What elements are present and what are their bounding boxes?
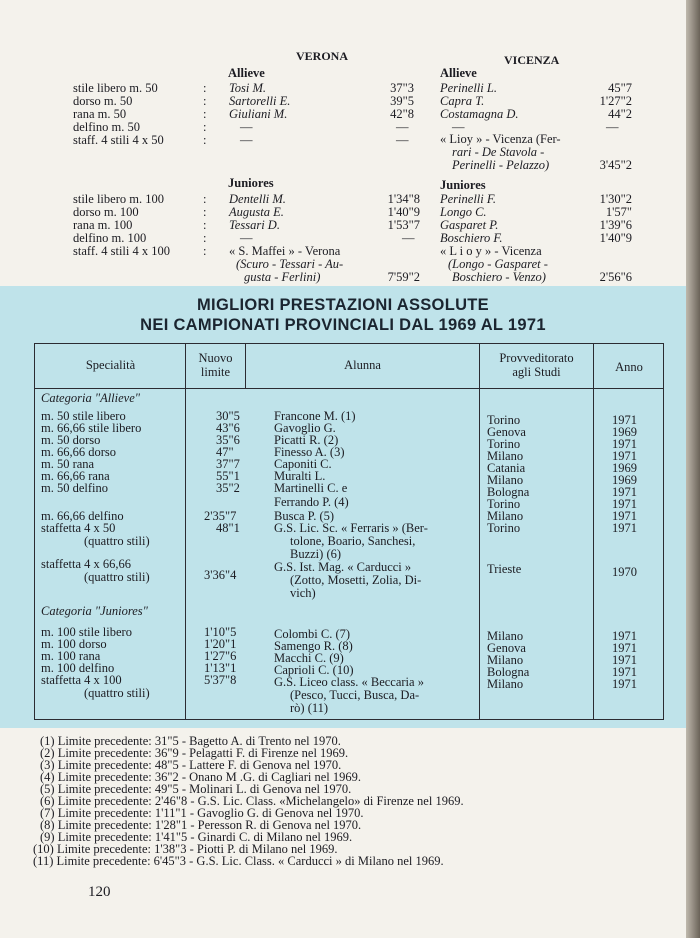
event-label: staff. 4 stili 4 x 100 — [73, 244, 170, 258]
specialita-cell: m. 50 delfino — [41, 481, 109, 495]
colon: : — [203, 81, 207, 95]
alunna-cell: Colombi C. (7) — [274, 627, 351, 641]
header-specialita: Specialità — [85, 358, 136, 372]
athlete-name: Longo C. — [440, 205, 487, 219]
column-divider — [185, 343, 186, 720]
result-time: 7'59"2 — [387, 270, 420, 284]
empty-dash: — — [396, 120, 409, 134]
header-divider — [34, 388, 664, 389]
footnote: (2) Limite precedente: 36"9 - Pelagatti F. di Firenze nel 1969. — [40, 746, 349, 760]
verona-header: VERONA — [296, 49, 349, 63]
result-time: 1'39"6 — [599, 218, 632, 232]
event-label: rana m. 50 — [73, 107, 127, 121]
empty-dash: — — [396, 133, 409, 147]
anno-cell: 1969 — [612, 473, 637, 487]
result-time: 1'40"9 — [599, 231, 632, 245]
verona-allieve-label: Allieve — [228, 66, 265, 80]
limite-cell: 35"6 — [216, 433, 240, 447]
alunna-cell: Macchi C. (9) — [274, 651, 344, 665]
relay-team-line: gusta - Ferlini) — [244, 270, 321, 284]
category-allieve: Categoria "Allieve" — [41, 391, 141, 405]
athlete-name: Dentelli M. — [229, 192, 286, 206]
anno-cell: 1970 — [612, 565, 637, 579]
alunna-cell: Caponiti C. — [274, 457, 332, 471]
anno-cell: 1971 — [612, 677, 637, 691]
header-anno: Anno — [615, 360, 643, 374]
specialita-cell: (quattro stili) — [84, 686, 150, 700]
relay-team-line: (Scuro - Tessari - Au- — [236, 257, 344, 271]
event-label: stile libero m. 100 — [73, 192, 164, 206]
anno-cell: 1971 — [612, 629, 637, 643]
alunna-cell: Samengo R. (8) — [274, 639, 353, 653]
result-time: 1'27"2 — [599, 94, 632, 108]
relay-team-line: (Longo - Gasparet - — [448, 257, 548, 271]
event-label: stile libero m. 50 — [73, 81, 158, 95]
specialita-cell: m. 50 stile libero — [41, 409, 126, 423]
colon: : — [203, 107, 207, 121]
event-label: rana m. 100 — [73, 218, 133, 232]
anno-cell: 1971 — [612, 437, 637, 451]
colon: : — [203, 192, 207, 206]
athlete-name: Tosi M. — [229, 81, 267, 95]
result-time: 1'53"7 — [387, 218, 420, 232]
relay-team-line: Boschiero - Venzo) — [452, 270, 546, 284]
provv-cell: Torino — [487, 521, 521, 535]
provv-cell: Torino — [487, 413, 521, 427]
page-number: 120 — [88, 884, 111, 900]
anno-cell: 1971 — [612, 485, 637, 499]
provv-cell: Milano — [487, 473, 524, 487]
event-label: dorso m. 50 — [73, 94, 133, 108]
limite-cell: 5'37"8 — [204, 673, 237, 687]
column-divider — [479, 343, 480, 720]
limite-cell: 55"1 — [216, 469, 240, 483]
athlete-name: Costamagna D. — [440, 107, 519, 121]
page-edge-shadow — [686, 0, 700, 938]
specialita-cell: m. 100 dorso — [41, 637, 107, 651]
alunna-cell: Gavoglio G. — [274, 421, 336, 435]
records-title-line-2: NEI CAMPIONATI PROVINCIALI DAL 1969 AL 1971 — [140, 316, 546, 334]
provv-cell: Milano — [487, 449, 524, 463]
result-time: 1'30"2 — [599, 192, 632, 206]
limite-cell: 47" — [216, 445, 234, 459]
footnote: (3) Limite precedente: 48"5 - Lattere F. di Genova nel 1970. — [40, 758, 342, 772]
alunna-cell: Caprioli C. (10) — [274, 663, 354, 677]
limite-cell: 35"2 — [216, 481, 240, 495]
header-nuovo: Nuovo — [198, 351, 233, 365]
anno-cell: 1969 — [612, 461, 637, 475]
relay-team-line: rari - De Stavola - — [452, 145, 545, 159]
footnote: (7) Limite precedente: 1'11"1 - Gavoglio G. di Genova nel 1970. — [40, 806, 364, 820]
limite-cell: 1'13"1 — [204, 661, 237, 675]
provv-cell: Genova — [487, 641, 526, 655]
empty-dash: — — [606, 120, 619, 134]
header-limite: limite — [200, 365, 231, 379]
provv-cell: Torino — [487, 497, 521, 511]
athlete-name: Tessari D. — [229, 218, 280, 232]
alunna-cell: Francone M. (1) — [274, 409, 356, 423]
category-juniores: Categoria "Juniores" — [41, 604, 148, 618]
result-time: 1'34"8 — [387, 192, 420, 206]
result-time: 37"3 — [390, 81, 414, 95]
result-time: 45"7 — [608, 81, 632, 95]
header-alunna: Alunna — [344, 358, 381, 372]
footnote: (6) Limite precedente: 2'46"8 - G.S. Lic. Class. «Michelangelo» di Firenze nel 1969. — [40, 794, 464, 808]
result-time: 39"5 — [390, 94, 414, 108]
footnote: (10) Limite precedente: 1'38"3 - Piotti P. di Milano nel 1969. — [33, 842, 338, 856]
specialita-cell: m. 66,66 delfino — [41, 509, 124, 523]
colon: : — [203, 120, 207, 134]
result-time: 42"8 — [390, 107, 414, 121]
relay-team-line: « Lioy » - Vicenza (Fer- — [440, 132, 561, 146]
alunna-cell: tolone, Boario, Sanchesi, — [290, 534, 416, 548]
alunna-cell: G.S. Liceo class. « Beccaria » — [274, 675, 424, 689]
event-label: delfino m. 50 — [73, 120, 141, 134]
alunna-cell: Muralti L. — [274, 469, 326, 483]
limite-cell: 3'36"4 — [204, 568, 237, 582]
specialita-cell: (quattro stili) — [84, 534, 150, 548]
vicenza-allieve-label: Allieve — [440, 66, 477, 80]
alunna-cell: Buzzi) (6) — [290, 547, 342, 561]
specialita-cell: m. 66,66 stile libero — [41, 421, 142, 435]
provv-cell: Milano — [487, 653, 524, 667]
colon: : — [203, 205, 207, 219]
colon: : — [203, 133, 207, 147]
result-time: 3'45"2 — [599, 158, 632, 172]
relay-team-line: Perinelli - Pelazzo) — [452, 158, 550, 172]
footnote: (1) Limite precedente: 31"5 - Bagetto A. di Trento nel 1970. — [40, 734, 341, 748]
anno-cell: 1971 — [612, 449, 637, 463]
anno-cell: 1971 — [612, 653, 637, 667]
athlete-name: Boschiero F. — [440, 231, 503, 245]
limite-cell: 2'35"7 — [204, 509, 237, 523]
athlete-name: Gasparet P. — [440, 218, 499, 232]
empty-dash: — — [452, 120, 465, 134]
specialita-cell: m. 100 stile libero — [41, 625, 132, 639]
anno-cell: 1971 — [612, 497, 637, 511]
result-time: 44"2 — [608, 107, 632, 121]
athlete-name: Giuliani M. — [229, 107, 288, 121]
header-provveditorato: Provveditorato — [499, 351, 574, 365]
athlete-name: Perinelli L. — [440, 81, 497, 95]
provv-cell: Bologna — [487, 485, 530, 499]
limite-cell: 43"6 — [216, 421, 240, 435]
anno-cell: 1971 — [612, 509, 637, 523]
relay-team-line: « S. Maffei » - Verona — [229, 244, 341, 258]
vicenza-juniores-label: Juniores — [440, 178, 486, 192]
provv-cell: Milano — [487, 509, 524, 523]
limite-cell: 30"5 — [216, 409, 240, 423]
footnote: (8) Limite precedente: 1'28"1 - Peresson R. di Genova nel 1970. — [40, 818, 362, 832]
specialita-cell: staffetta 4 x 100 — [41, 673, 122, 687]
footnote: (5) Limite precedente: 49"5 - Molinari L. di Genova nel 1970. — [40, 782, 352, 796]
verona-juniores-label: Juniores — [228, 176, 274, 190]
alunna-cell: Martinelli C. e — [274, 481, 348, 495]
alunna-cell: G.S. Lic. Sc. « Ferraris » (Ber- — [274, 521, 428, 535]
empty-dash: — — [240, 231, 253, 245]
limite-cell: 1'10"5 — [204, 625, 237, 639]
athlete-name: Perinelli F. — [440, 192, 497, 206]
limite-cell: 1'27"6 — [204, 649, 237, 663]
footnote: (9) Limite precedente: 1'41"5 - Ginardi C. di Milano nel 1969. — [40, 830, 353, 844]
colon: : — [203, 218, 207, 232]
provv-cell: Catania — [487, 461, 526, 475]
event-label: staff. 4 stili 4 x 50 — [73, 133, 164, 147]
specialita-cell: m. 66,66 dorso — [41, 445, 116, 459]
provv-cell: Milano — [487, 677, 524, 691]
specialita-cell: m. 66,66 rana — [41, 469, 110, 483]
empty-dash: — — [240, 133, 253, 147]
athlete-name: Capra T. — [440, 94, 485, 108]
athlete-name: Augusta E. — [229, 205, 284, 219]
anno-cell: 1971 — [612, 521, 637, 535]
records-title-line-1: MIGLIORI PRESTAZIONI ASSOLUTE — [197, 296, 489, 314]
athlete-name: Sartorelli E. — [229, 94, 291, 108]
alunna-cell: Finesso A. (3) — [274, 445, 345, 459]
specialita-cell: m. 100 delfino — [41, 661, 115, 675]
colon: : — [203, 94, 207, 108]
alunna-cell: (Zotto, Mosetti, Zolia, Di- — [290, 573, 422, 587]
anno-cell: 1969 — [612, 425, 637, 439]
empty-dash: — — [402, 231, 415, 245]
specialita-cell: staffetta 4 x 50 — [41, 521, 116, 535]
alunna-cell: Picatti R. (2) — [274, 433, 339, 447]
anno-cell: 1971 — [612, 641, 637, 655]
empty-dash: — — [240, 120, 253, 134]
alunna-cell: G.S. Ist. Mag. « Carducci » — [274, 560, 412, 574]
anno-cell: 1971 — [612, 413, 637, 427]
event-label: dorso m. 100 — [73, 205, 139, 219]
provv-cell: Torino — [487, 437, 521, 451]
column-divider — [593, 343, 594, 720]
alunna-cell: (Pesco, Tucci, Busca, Da- — [290, 688, 420, 702]
specialita-cell: (quattro stili) — [84, 570, 150, 584]
result-time: 1'40"9 — [387, 205, 420, 219]
footnote: (11) Limite precedente: 6'45"3 - G.S. Lic. Class. « Carducci » di Milano nel 1969. — [33, 854, 444, 868]
alunna-cell: vich) — [290, 586, 316, 600]
event-label: delfino m. 100 — [73, 231, 147, 245]
result-time: 1'57" — [605, 205, 632, 219]
specialita-cell: m. 50 dorso — [41, 433, 101, 447]
limite-cell: 37"7 — [216, 457, 240, 471]
specialita-cell: m. 100 rana — [41, 649, 101, 663]
provv-cell: Milano — [487, 629, 524, 643]
limite-cell: 1'20"1 — [204, 637, 237, 651]
colon: : — [203, 231, 207, 245]
alunna-cell: Ferrando P. (4) — [274, 495, 349, 509]
result-time: 2'56"6 — [599, 270, 632, 284]
vicenza-header: VICENZA — [504, 53, 560, 67]
alunna-cell: Busca P. (5) — [274, 509, 335, 523]
specialita-cell: m. 50 rana — [41, 457, 95, 471]
colon: : — [203, 244, 207, 258]
specialita-cell: staffetta 4 x 66,66 — [41, 557, 132, 571]
limite-cell: 48"1 — [216, 521, 240, 535]
provv-cell: Bologna — [487, 665, 530, 679]
alunna-cell: rò) (11) — [290, 701, 329, 715]
provv-cell: Genova — [487, 425, 526, 439]
anno-cell: 1971 — [612, 665, 637, 679]
header-agli-studi: agli Studi — [512, 365, 561, 379]
relay-team-line: « L i o y » - Vicenza — [440, 244, 542, 258]
provv-cell: Trieste — [487, 562, 522, 576]
footnote: (4) Limite precedente: 36"2 - Onano M .G. di Cagliari nel 1969. — [40, 770, 361, 784]
